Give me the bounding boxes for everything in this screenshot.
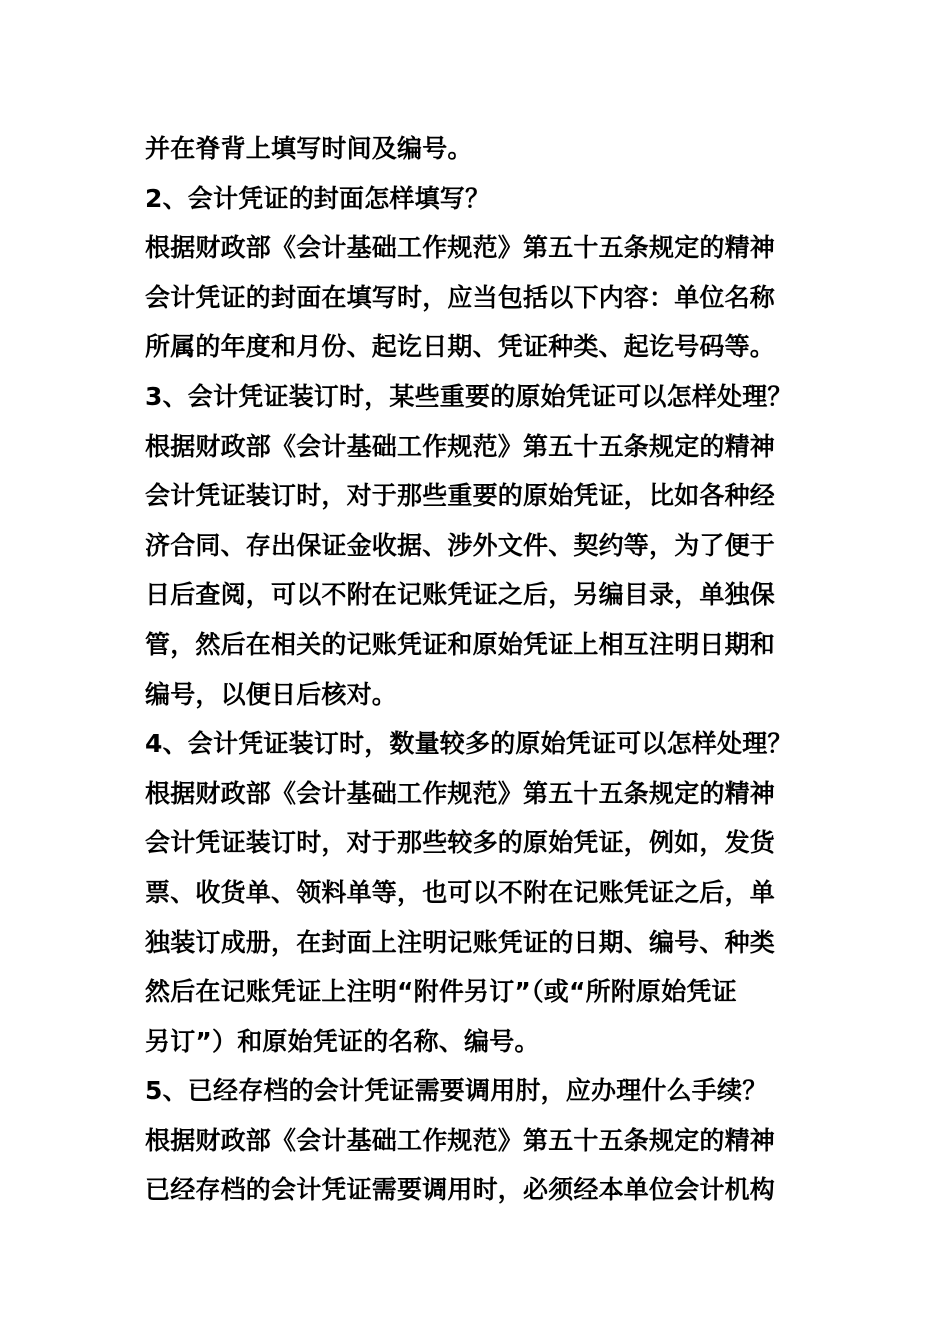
question-heading: 4、会计凭证装订时，数量较多的原始凭证可以怎样处理？ bbox=[145, 729, 793, 759]
text-line: 独装订成册，在封面上注明记账凭证的日期、编号、种类 bbox=[145, 927, 776, 957]
text-line: 已经存档的会计凭证需要调用时，必须经本单位会计机构 bbox=[145, 1175, 776, 1205]
text-line: 日后查阅，可以不附在记账凭证之后，另编目录，单独保 bbox=[145, 580, 776, 610]
text-line: 另订”）和原始凭证的名称、编号。 bbox=[145, 1026, 540, 1056]
text-line: 根据财政部《会计基础工作规范》第五十五条规定的精神 bbox=[145, 778, 776, 808]
text-line: 济合同、存出保证金收据、涉外文件、契约等，为了便于 bbox=[145, 530, 776, 560]
text-line: 并在脊背上填写时间及编号。 bbox=[145, 134, 473, 163]
text-line: 编号，以便日后核对。 bbox=[145, 679, 398, 709]
text-line: 根据财政部《会计基础工作规范》第五十五条规定的精神 bbox=[145, 233, 776, 263]
text-line: 管，然后在相关的记账凭证和原始凭证上相互注明日期和 bbox=[145, 629, 776, 659]
text-line: 会计凭证的封面在填写时，应当包括以下内容：单位名称 bbox=[145, 282, 776, 312]
text-line: 然后在记账凭证上注明“附件另订”（或“所附原始凭证 bbox=[145, 977, 737, 1007]
text-line: 会计凭证装订时，对于那些重要的原始凭证，比如各种经 bbox=[145, 481, 776, 511]
text-line: 根据财政部《会计基础工作规范》第五十五条规定的精神 bbox=[145, 1125, 776, 1155]
text-line: 会计凭证装订时，对于那些较多的原始凭证，例如，发货 bbox=[145, 828, 776, 858]
document-body bbox=[145, 124, 815, 1215]
text-line: 根据财政部《会计基础工作规范》第五十五条规定的精神 bbox=[145, 431, 776, 461]
question-heading: 2、会计凭证的封面怎样填写？ bbox=[145, 183, 491, 213]
text-line: 票、收货单、领料单等，也可以不附在记账凭证之后，单 bbox=[145, 877, 776, 907]
text-line: 所属的年度和月份、起讫日期、凭证种类、起讫号码等。 bbox=[145, 332, 776, 362]
question-heading: 3、会计凭证装订时，某些重要的原始凭证可以怎样处理？ bbox=[145, 381, 793, 411]
question-heading: 5、已经存档的会计凭证需要调用肘，应办理什么手续？ bbox=[145, 1076, 768, 1106]
